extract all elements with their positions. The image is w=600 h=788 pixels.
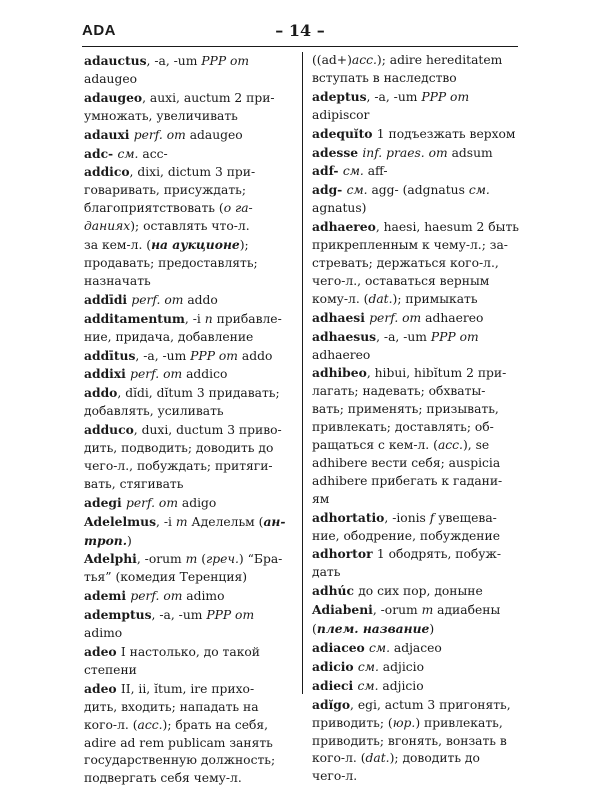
entry-text: лагать; надевать; обхваты- xyxy=(312,384,486,399)
entry-text: прикрепленным к чему-л.; за- xyxy=(312,238,508,253)
entry-line xyxy=(84,699,296,717)
entry-text: agg- (adgnatus xyxy=(371,183,469,198)
page-header xyxy=(82,20,518,47)
headword: additamentum xyxy=(84,310,185,326)
grammar-label: perf. от xyxy=(133,127,190,142)
entry-text: 1 подъезжать верхом xyxy=(376,126,516,141)
page-number: – 14 – xyxy=(275,21,325,40)
entry-text: вать, стягивать xyxy=(84,476,184,491)
entry-line xyxy=(84,513,296,532)
entry-line xyxy=(84,384,296,403)
emphasis-label: плем. название xyxy=(316,621,430,637)
entry-text: ние, ободрение, побуждение xyxy=(312,528,500,543)
entry-line xyxy=(84,347,296,366)
entry-line xyxy=(312,564,524,582)
entry-text: чего-л. xyxy=(312,769,358,784)
headword: adĭgo xyxy=(312,696,351,712)
entry-text: , auxi, auctum 2 при- xyxy=(142,90,275,105)
headword: Adiabeni xyxy=(312,602,373,618)
entry-line xyxy=(312,347,524,365)
entry-text: ) “Бра- xyxy=(238,552,283,567)
grammar-label: см. xyxy=(468,183,490,198)
entry-line xyxy=(312,620,524,639)
entry-text: кого-л. ( xyxy=(312,751,366,766)
entry-text: тья” (комедия Теренция) xyxy=(84,570,248,585)
entry-line xyxy=(84,662,296,680)
entry-line xyxy=(84,52,296,71)
entry-text: ) xyxy=(429,622,435,637)
headword: adhaereo xyxy=(312,219,376,235)
left-column xyxy=(84,52,296,788)
entry-line xyxy=(84,200,296,218)
entry-line xyxy=(312,768,524,786)
grammar-label: acc. xyxy=(351,53,377,67)
entry-text: ) xyxy=(127,533,132,548)
entry-line xyxy=(84,643,296,662)
entry-line xyxy=(312,509,524,528)
headword: adaugeo xyxy=(84,89,143,105)
entry-line xyxy=(84,236,296,255)
entry-line xyxy=(312,750,524,768)
column-divider xyxy=(302,52,303,694)
entry-text: , haesi, haesum 2 быть xyxy=(375,220,519,235)
headword: adauctus xyxy=(84,53,147,68)
entry-line xyxy=(84,476,296,494)
grammar-label: perf. от xyxy=(131,292,188,307)
entry-text: , -ionis xyxy=(384,510,430,525)
entry-text: , dixi, dictum 3 при- xyxy=(129,165,256,180)
entry-text: ние, придача, добавление xyxy=(84,329,254,344)
grammar-label: см. xyxy=(357,678,383,693)
headword: adeo xyxy=(84,680,121,696)
headword: adicio xyxy=(312,658,358,674)
entry-line xyxy=(312,545,524,564)
entry-text: ); примыкать xyxy=(392,291,478,306)
entry-text: acc- xyxy=(142,146,168,161)
headword: addīdi xyxy=(84,291,132,307)
entry-line xyxy=(312,237,524,255)
entry-line xyxy=(312,658,524,677)
grammar-label: греч. xyxy=(206,552,239,567)
entry-line xyxy=(84,273,296,291)
entry-text: ращаться с кем-л. ( xyxy=(312,438,438,453)
entry-text: благоприятствовать ( xyxy=(84,201,224,216)
entry-text: adsum xyxy=(451,145,493,160)
entry-line xyxy=(312,639,524,658)
entry-text: adhaereo xyxy=(425,310,484,325)
grammar-label: PPP от xyxy=(430,329,479,344)
headword: ademptus xyxy=(84,607,152,623)
entry-text: , -i xyxy=(184,311,205,326)
headword: adhúc xyxy=(312,583,359,599)
entry-text: чего-л., побуждать; притяги- xyxy=(84,458,273,473)
headword: Adelelmus xyxy=(84,513,157,529)
entry-text: adjicio xyxy=(382,678,424,693)
entry-line xyxy=(312,455,524,473)
grammar-label: см. xyxy=(342,164,368,179)
entry-line xyxy=(84,126,296,145)
entry-text: adire ad rem publicam занять xyxy=(84,735,273,750)
grammar-label: n xyxy=(204,311,217,326)
headword: adauxi xyxy=(84,126,134,142)
grammar-label: perf. от xyxy=(369,310,426,325)
entry-line xyxy=(312,715,524,733)
entry-line xyxy=(312,328,524,347)
entry-text: кого-л. ( xyxy=(84,717,138,732)
entry-text: addico xyxy=(186,367,228,382)
entry-line xyxy=(312,383,524,401)
entry-text: умножать, увеличивать xyxy=(84,108,238,123)
headword: adhortor xyxy=(312,546,377,562)
grammar-label: см. xyxy=(369,641,394,655)
entry-text: приводить; ( xyxy=(312,715,393,730)
entry-line xyxy=(312,70,524,88)
grammar-label: m xyxy=(175,514,192,529)
entry-line xyxy=(84,458,296,476)
headword: adeo xyxy=(84,644,121,659)
headword: adhibeo xyxy=(312,365,367,381)
entry-line xyxy=(84,291,296,310)
entry-text: addo xyxy=(187,292,218,307)
entry-line xyxy=(312,144,524,163)
grammar-label: perf. от xyxy=(130,589,187,604)
grammar-label: даниях xyxy=(84,219,131,234)
entry-text: , egi, actum 3 пригонять, xyxy=(350,697,511,712)
grammar-label: m xyxy=(421,603,438,618)
entry-line xyxy=(312,419,524,437)
entry-text: приводить; вгонять, вонзать в xyxy=(312,733,507,748)
entry-line xyxy=(312,88,524,107)
entry-line xyxy=(84,770,296,788)
entry-line xyxy=(84,440,296,458)
entry-text: дать xyxy=(312,565,341,580)
grammar-label: f xyxy=(429,510,439,525)
entry-line xyxy=(84,421,296,440)
emphasis-label: на аукционе xyxy=(151,237,240,253)
entry-line xyxy=(84,625,296,643)
entry-text: , dĭdi, dĭtum 3 придавать; xyxy=(117,386,280,401)
entry-text: adhibere прибегать к гадани- xyxy=(312,473,503,488)
entry-text: , -orum xyxy=(372,603,422,618)
entry-text: добавлять, усиливать xyxy=(84,404,224,419)
entry-text: ); брать на себя, xyxy=(162,717,269,732)
grammar-label: PPP от xyxy=(190,348,242,363)
entry-text: adimo xyxy=(186,589,225,604)
entry-text: ); доводить до xyxy=(389,751,480,766)
entry-text: кому-л. ( xyxy=(312,291,369,306)
entry-text: , -a, -um xyxy=(366,89,422,104)
grammar-label: юр. xyxy=(392,715,416,730)
entry-text: adjaceo xyxy=(393,641,442,655)
headword: adf- xyxy=(312,163,343,179)
entry-line xyxy=(84,680,296,699)
entry-text: aff- xyxy=(367,164,388,179)
entry-line xyxy=(84,606,296,625)
entry-text: чего-л., оставаться верным xyxy=(312,273,490,288)
entry-text: вать; применять; призывать, xyxy=(312,402,499,417)
entry-text: государственную должность; xyxy=(84,753,276,768)
entry-text: степени xyxy=(84,662,137,677)
entry-text: adhaereo xyxy=(312,347,371,362)
headword: adesse xyxy=(312,144,363,160)
entry-line xyxy=(312,291,524,309)
entry-text: 1 ободрять, побуж- xyxy=(376,547,502,562)
entry-line xyxy=(84,532,296,551)
grammar-label: PPP от xyxy=(201,54,250,68)
entry-line xyxy=(84,587,296,606)
entry-text: adigo xyxy=(181,495,217,510)
headword: Adelphi xyxy=(84,551,137,567)
headword: addītus xyxy=(84,347,136,363)
entry-line xyxy=(312,273,524,291)
entry-text: adipiscor xyxy=(312,107,370,122)
entry-text: , -a, -um xyxy=(135,348,191,363)
entry-line xyxy=(312,601,524,620)
grammar-label: inf. praes. от xyxy=(362,145,452,160)
entry-line xyxy=(312,733,524,751)
entry-line xyxy=(312,491,524,509)
entry-text: I настолько, до такой xyxy=(120,645,260,659)
entry-line xyxy=(84,569,296,587)
entry-line xyxy=(312,582,524,601)
entry-line xyxy=(312,181,524,200)
entry-line xyxy=(312,309,524,328)
entry-text: , -i xyxy=(156,514,176,529)
entry-line xyxy=(312,364,524,383)
entry-text: адиабены xyxy=(437,603,501,618)
entry-line xyxy=(84,717,296,735)
headword: adhortatio xyxy=(312,509,385,525)
entry-line xyxy=(312,162,524,181)
entry-text: , hibui, hibĭtum 2 при- xyxy=(366,366,507,381)
grammar-label: см. xyxy=(357,659,383,674)
entry-text: adhibere вести себя; auspicia xyxy=(312,455,501,470)
headword: adg- xyxy=(312,182,347,198)
grammar-label: perf. от xyxy=(130,367,187,382)
entry-line xyxy=(84,71,296,89)
entry-text: ), se xyxy=(462,438,490,453)
headword: adegi xyxy=(84,494,126,510)
entry-line xyxy=(84,218,296,236)
entry-text: II, ii, ĭtum, ire прихо- xyxy=(120,681,255,696)
entry-text: adaugeo xyxy=(189,127,243,142)
headword: adiaceo xyxy=(312,640,369,655)
entry-text: привлекать; доставлять; об- xyxy=(312,420,494,435)
grammar-label: PPP от xyxy=(421,89,470,104)
entry-text: adimo xyxy=(84,626,123,641)
entry-text: ( xyxy=(201,552,206,567)
entry-line xyxy=(312,677,524,696)
entry-text: , -a, -um xyxy=(151,608,207,623)
entry-text: , -a, -um xyxy=(146,54,202,68)
headword: adhaesi xyxy=(312,309,370,325)
grammar-label: perf. от xyxy=(125,495,182,510)
entry-text: adaugeo xyxy=(84,71,138,86)
entry-line xyxy=(84,403,296,421)
grammar-label: m xyxy=(185,552,202,567)
entry-text: за кем-л. ( xyxy=(84,238,152,253)
entry-line xyxy=(84,310,296,329)
entry-line xyxy=(84,163,296,182)
entry-line xyxy=(84,145,296,164)
grammar-label: acc. xyxy=(137,717,163,732)
entry-line xyxy=(84,329,296,347)
entry-text: до сих пор, доныне xyxy=(358,584,483,599)
entry-text: назначать xyxy=(84,273,151,288)
entry-line xyxy=(312,696,524,715)
headword: addixi xyxy=(84,366,131,382)
entry-text: прибавле- xyxy=(216,311,282,326)
entry-text: стревать; держаться кого-л., xyxy=(312,255,499,270)
grammar-label: о га- xyxy=(223,201,253,216)
grammar-label: dat. xyxy=(365,751,390,766)
headword: ademi xyxy=(84,588,131,604)
entry-line xyxy=(84,255,296,273)
grammar-label: dat. xyxy=(368,291,393,306)
right-column xyxy=(312,52,524,786)
entry-line xyxy=(312,107,524,125)
entry-line xyxy=(312,218,524,237)
entry-text: agnatus) xyxy=(312,201,367,216)
entry-line xyxy=(312,473,524,491)
entry-text: ); adire hereditatem xyxy=(376,53,503,67)
entry-text: , -orum xyxy=(136,552,186,567)
entry-line xyxy=(312,125,524,144)
entry-line xyxy=(84,494,296,513)
grammar-label: см. xyxy=(346,183,372,198)
entry-text: дить, входить; нападать на xyxy=(84,699,259,714)
entry-text: addo xyxy=(241,348,273,363)
entry-line xyxy=(84,550,296,569)
entry-line xyxy=(312,200,524,218)
grammar-label: acc. xyxy=(437,438,463,453)
entry-text: ) привлекать, xyxy=(415,715,503,730)
entry-text: ям xyxy=(312,491,330,506)
entry-text: Аделельм ( xyxy=(191,514,264,529)
entry-text: ( xyxy=(312,622,317,637)
running-head: ADA xyxy=(82,22,116,39)
headword: adequĭto xyxy=(312,125,377,141)
entry-text: , duxi, ductum 3 приво- xyxy=(133,423,282,438)
emphasis-label: троп. xyxy=(84,532,128,548)
entry-line xyxy=(84,365,296,384)
headword: addico xyxy=(84,164,130,180)
grammar-label: PPP от xyxy=(206,608,255,623)
headword: adieci xyxy=(312,677,358,693)
entry-text: говаривать, присуждать; xyxy=(84,183,246,198)
entry-text: вступать в наследство xyxy=(312,70,457,85)
entry-line xyxy=(312,437,524,455)
entry-text: подвергать себя чему-л. xyxy=(84,771,242,786)
headword: adeptus xyxy=(312,88,367,104)
emphasis-label: ан- xyxy=(263,513,286,529)
entry-line xyxy=(312,401,524,419)
entry-line xyxy=(312,528,524,546)
entry-line xyxy=(312,255,524,273)
entry-line xyxy=(312,52,524,70)
entry-line xyxy=(84,108,296,126)
entry-text: продавать; предоставлять; xyxy=(84,255,258,270)
entry-line xyxy=(84,182,296,200)
headword: adhaesus xyxy=(312,328,377,344)
entry-text: , -a, -um xyxy=(376,329,431,344)
entry-text: дить, подводить; доводить до xyxy=(84,441,274,456)
headword: adc- xyxy=(84,145,118,161)
headword: adduco xyxy=(84,422,134,438)
entry-text: ((ad+) xyxy=(312,53,352,67)
entry-text: adjicio xyxy=(382,659,424,674)
entry-text: увещева- xyxy=(438,510,497,525)
entry-line xyxy=(84,89,296,108)
entry-text: ); xyxy=(239,238,249,253)
headword: addo xyxy=(84,385,118,401)
entry-line xyxy=(84,752,296,770)
grammar-label: см. xyxy=(117,146,143,161)
entry-text: ); оставлять что-л. xyxy=(130,219,250,234)
